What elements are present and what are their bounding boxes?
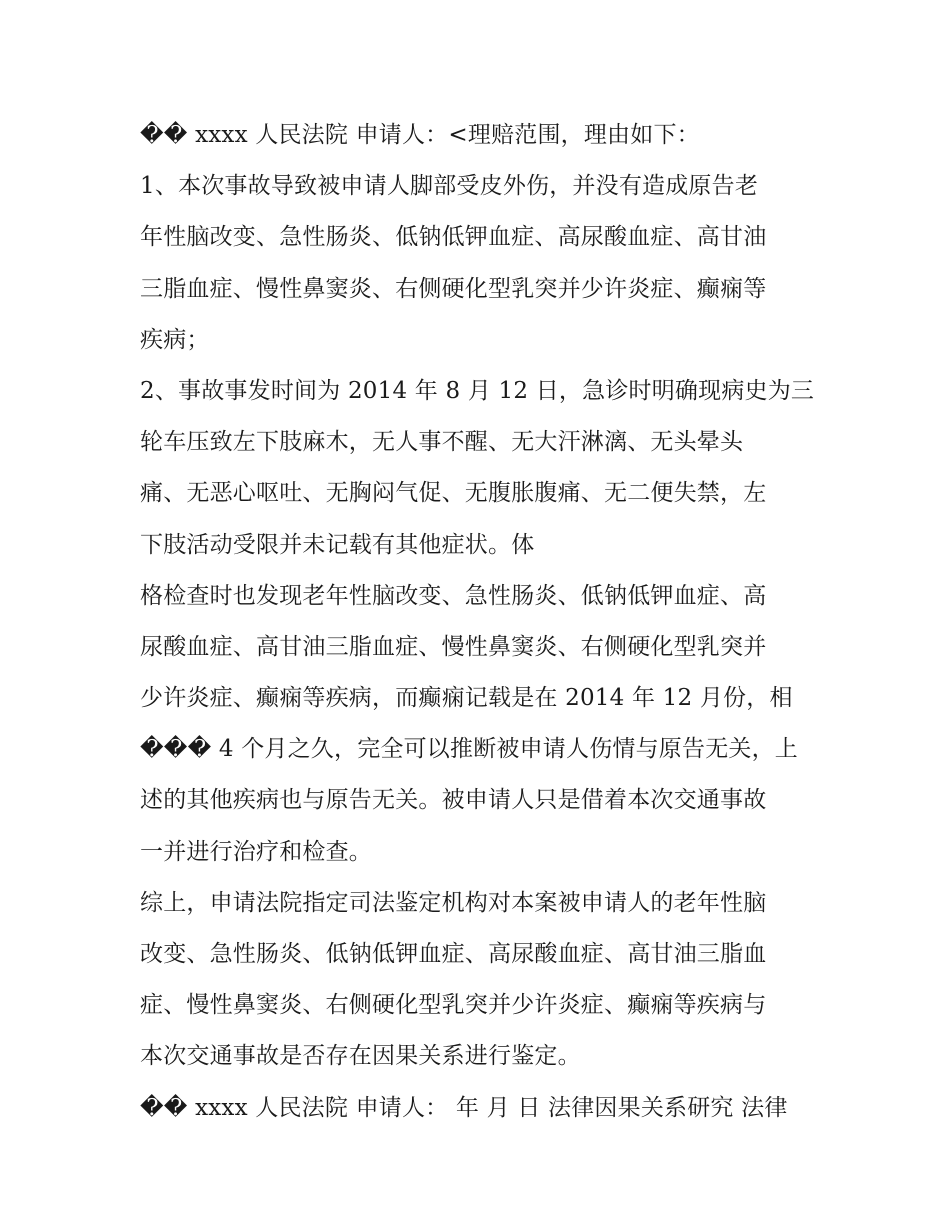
text-line: 年性脑改变、急性肠炎、低钠低钾血症、高尿酸血症、高甘油 [140,224,767,251]
text-line: �� xxxx 人民法院 申请人：<理赔范围，理由如下： [140,122,700,148]
text-line: 少许炎症、癫痫等疾病，而癫痫记载是在 2014 年 12 月份，相 [140,685,793,712]
text-line: 疾病； [140,326,210,353]
text-line: 轮车压致左下肢麻木，无人事不醒、无大汗淋漓、无头晕头 [140,429,744,456]
text-line: 一并进行治疗和检查。 [140,838,372,865]
text-line: 本次交通事故是否存在因果关系进行鉴定。 [140,1043,581,1070]
document-body [140,110,815,1134]
text-line: 三脂血症、慢性鼻窦炎、右侧硬化型乳突并少许炎症、癫痫等 [140,275,767,302]
text-line: 改变、急性肠炎、低钠低钾血症、高尿酸血症、高甘油三脂血 [140,941,767,967]
text-line: 尿酸血症、高甘油三脂血症、慢性鼻窦炎、右侧硬化型乳突并 [140,633,767,660]
text-line: ��� 4 个月之久，完全可以推断被申请人伤情与原告无关，上 [140,736,799,763]
text-line: 症、慢性鼻窦炎、右侧硬化型乳突并少许炎症、癫痫等疾病与 [140,992,767,1019]
text-line: 述的其他疾病也与原告无关。被申请人只是借着本次交通事故 [140,787,767,814]
text-line: 格检查时也发现老年性脑改变、急性肠炎、低钠低钾血症、高 [140,582,767,609]
text-line: 1、本次事故导致被申请人脚部受皮外伤，并没有造成原告老 [140,173,759,200]
text-line: 综上，申请法院指定司法鉴定机构对本案被申请人的老年性脑 [140,889,767,916]
text-line: 下肢活动受限并未记载有其他症状。体 [140,531,535,558]
text-line: �� xxxx 人民法院 申请人： 年 月 日 法律因果关系研究 法律 [140,1094,788,1121]
text-line: 痛、无恶心呕吐、无胸闷气促、无腹胀腹痛、无二便失禁，左 [140,480,767,507]
text-line: 2、事故事发时间为 2014 年 8 月 12 日，急诊时明确现病史为三 [140,377,815,404]
